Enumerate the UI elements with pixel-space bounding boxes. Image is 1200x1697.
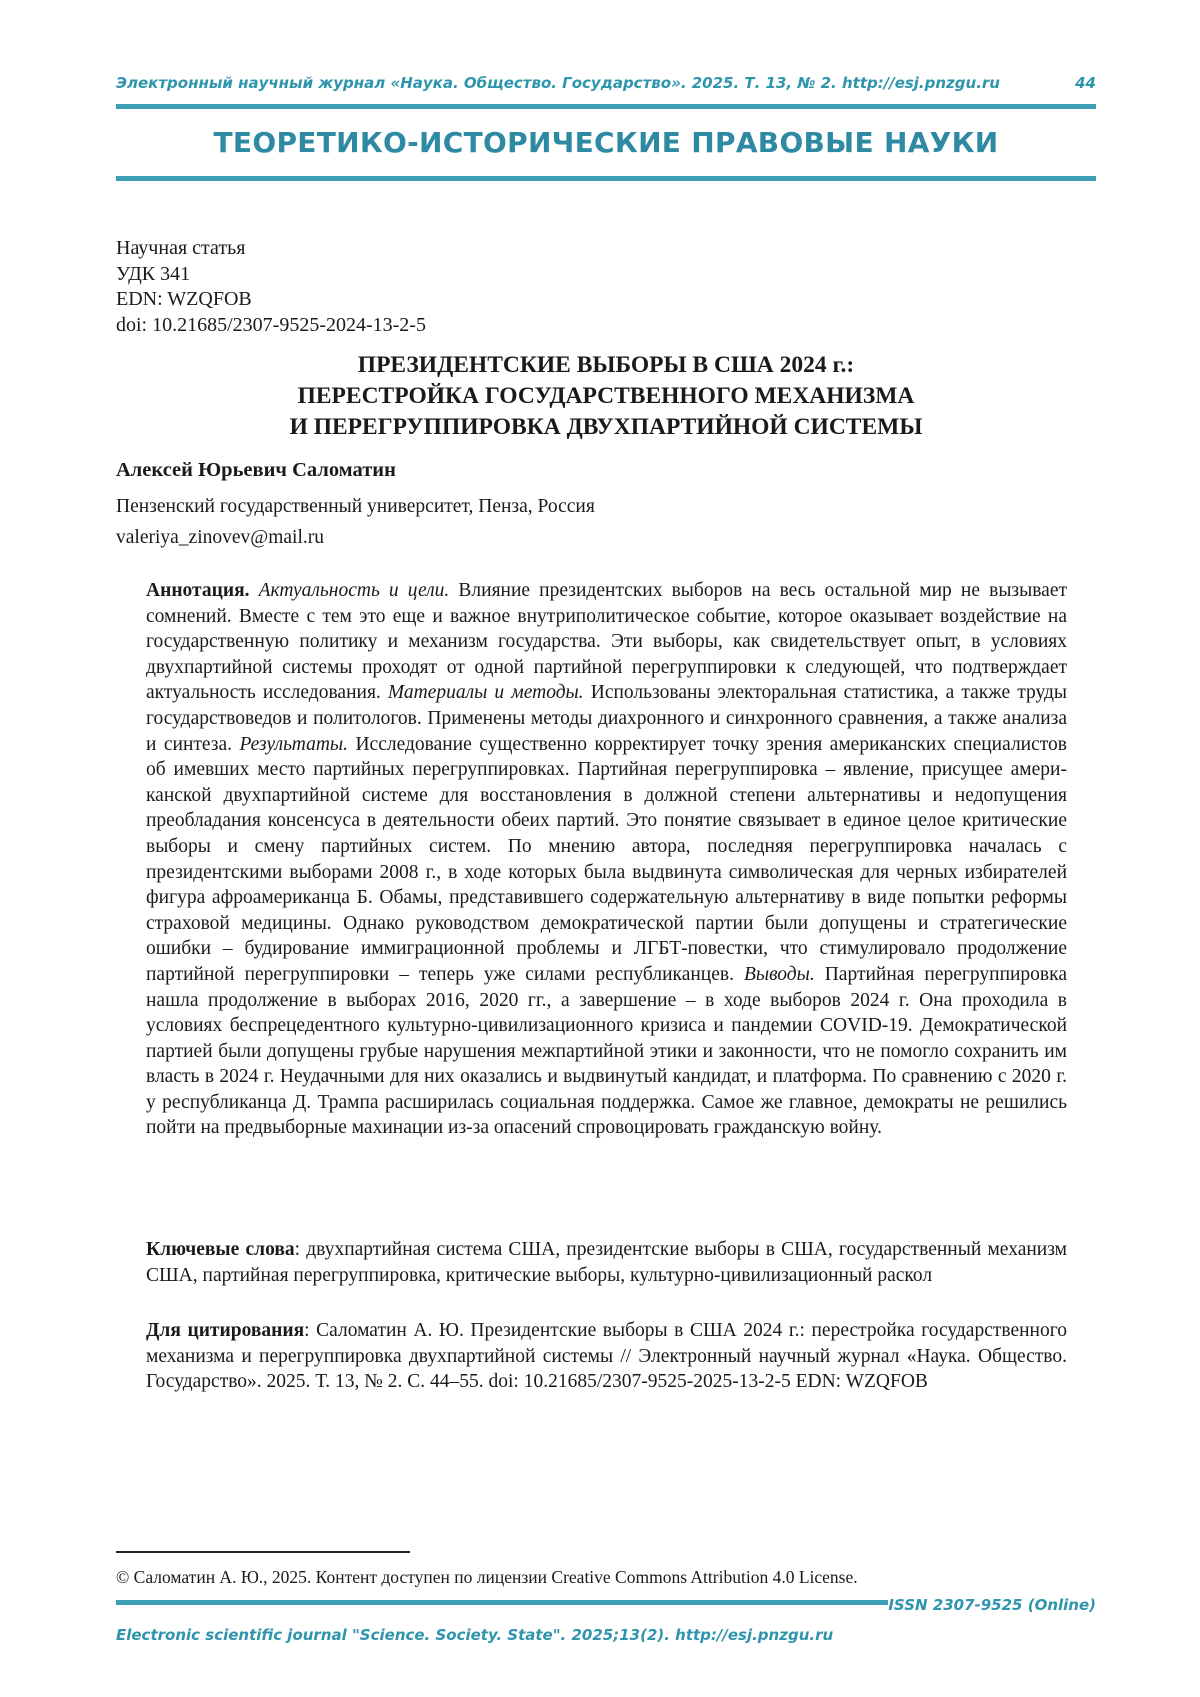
conclusions-text: Партийная перегруппировка нашла продолжение в выборах 2016, 2020 гг., а завершение – в ходе выборов 2024 г. Она проходила в условиях беспрецедентного культурно-цивилизационного кризиса и пандемии COVID-19. Демократической партией были допущены грубые нарушения межпартийной этики и законности, что не помогло сохранить им власть в 2024 г. Неудачными для них оказались и выдвинутый кандидат, и платформа. По сравнению с 2020 г. у республиканца Д. Трампа расширилась социальная поддержка. Самое же главное, демократы не решились пойти на предвыборные махинации из-за опасений спровоцировать гражданскую войну. <box>146 963 1067 1139</box>
conclusions-label: Выводы. <box>743 963 815 985</box>
author-name: Алексей Юрьевич Саломатин <box>116 459 396 481</box>
abstract <box>146 578 1067 1141</box>
section-divider <box>116 176 1096 181</box>
article-title <box>116 350 1096 443</box>
copyright-footnote: © Саломатин А. Ю., 2025. Контент доступен по лицензии Creative Commons Attribution 4.0 License. <box>116 1567 858 1587</box>
journal-footer: Electronic scientific journal "Science. Society. State". 2025;13(2). http://esj.pnzgu.ru <box>116 1626 834 1644</box>
author-email[interactable]: valeriya_zinovev@mail.ru <box>116 527 325 548</box>
title-line: ПЕРЕСТРОЙКА ГОСУДАРСТВЕННОГО МЕХАНИЗМА <box>297 383 915 409</box>
citation-text: : Саломатин А. Ю. Президентские выборы в США 2024 г.: перестройка государственного механизма и перегруппировка двухпартийной системы // Электронный научный журнал «Наука. Общество. Государство». 2025. Т. 13, № 2. С. 44–55. doi: 10.21685/2307-9525-2025-13-2-5 EDN: WZQFOB <box>146 1320 1068 1393</box>
materials-label: Материалы и методы. <box>387 682 584 704</box>
article-type: Научная статья <box>116 237 246 259</box>
keywords-label: Ключевые слова <box>146 1239 295 1260</box>
article-meta <box>116 236 426 338</box>
citation-label: Для цитирования <box>146 1320 305 1341</box>
section-title: ТЕОРЕТИКО-ИСТОРИЧЕСКИЕ ПРАВОВЫЕ НАУКИ <box>213 126 999 159</box>
relevance-label: Актуальность и цели. <box>258 580 450 601</box>
footnote-divider <box>116 1551 410 1553</box>
keywords <box>146 1237 1067 1288</box>
footer-divider <box>116 1600 888 1605</box>
author-affiliation: Пензенский государственный университет, Пенза, Россия <box>116 496 595 517</box>
materials-text: Использованы электоральная статистика, а также труды государствоведов и политологов. Применены методы диахронного и синхронного сравнения, а также анализа и синтеза. <box>146 682 1068 755</box>
relevance-text: Влияние президентских выборов на весь остальной мир не вызывает сомнений. Вместе с тем это еще и важное внутриполитическое событие, которое оказывает воздействие на государственную политику и механизм государства. Эти выборы, как свидетельствует опыт, в условиях двухпартийной системы проходят от одной партийной перегруппировки к следующей, что подтверждает актуальность исследования. <box>146 580 1068 704</box>
keywords-text: : двухпартийная система США, президентские выборы в США, государственный механизм США, партийная перегруппировка, критические выборы, культурно-цивилизационный раскол <box>146 1239 1067 1286</box>
edn: EDN: WZQFOB <box>116 288 252 310</box>
issn: ISSN 2307-9525 (Online) <box>888 1596 1096 1614</box>
citation <box>146 1318 1067 1395</box>
title-line: ПРЕЗИДЕНТСКИЕ ВЫБОРЫ В США 2024 г.: <box>357 352 855 378</box>
doi: doi: 10.21685/2307-9525-2024-13-2-5 <box>116 313 426 336</box>
results-label: Результаты. <box>239 733 349 755</box>
running-head <box>116 74 1096 92</box>
header-divider <box>116 104 1096 109</box>
abstract-label: Аннотация. <box>146 580 250 601</box>
journal-header: Электронный научный журнал «Наука. Общество. Государство». 2025. Т. 13, № 2. http://esj.pnzgu.ru <box>116 74 1000 92</box>
title-line: И ПЕРЕГРУППИРОВКА ДВУХПАРТИЙНОЙ СИСТЕМЫ <box>289 414 923 440</box>
udc: УДК 341 <box>116 262 191 285</box>
page-number: 44 <box>1075 74 1096 92</box>
results-text: Исследование существенно корректирует точку зрения американских специалистов об имевших место партийных перегруппировках. Партийная перегруппировка – явление, присущее американской двухпартийной системе для восстановления в должной степени альтернативы и недопущения преобладания консенсуса в деятельности обеих партий. Это понятие связывает в единое целое критические выборы и смену партийных систем. По мнению автора, последняя перегруппировка началась с президентскими выборами 2008 г., в ходе которых была выдвинута символическая для черных избирателей фигура афроамериканца Б. Обамы, представившего содержательную альтернативу в виде попытки реформы страховой медицины. Однако руководством демократической партии были допущены и стратегические ошибки – будирование иммиграционной проблемы и ЛГБТ-повестки, что стимулировало продолжение партийной перегруппировки – теперь уже силами республиканцев. <box>146 733 1067 985</box>
